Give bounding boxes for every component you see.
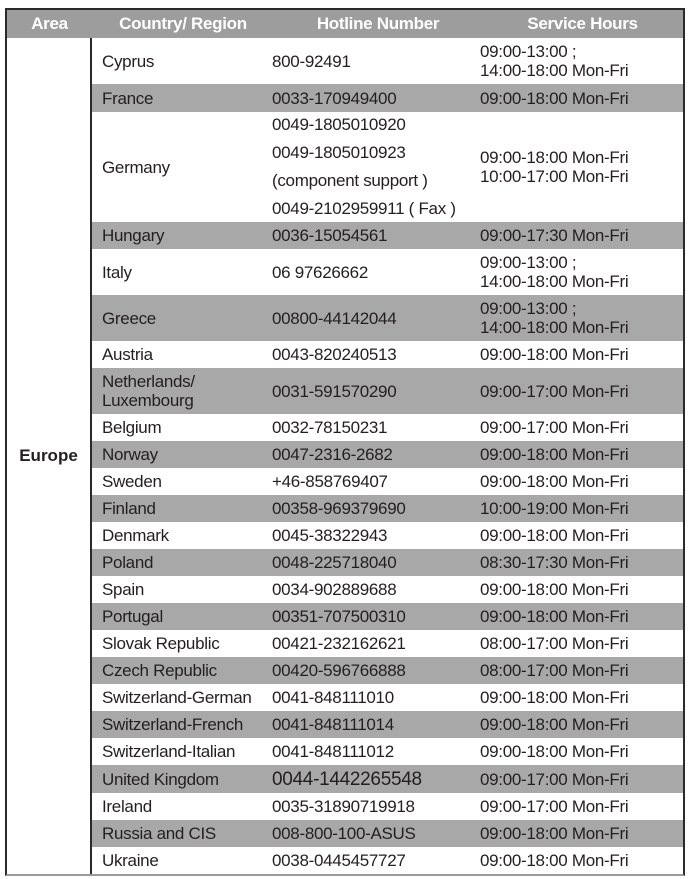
country-cell — [92, 688, 272, 707]
service-hours-cell — [480, 345, 683, 364]
country-text: France — [102, 88, 154, 108]
hotline-cell — [272, 770, 480, 789]
table-row — [92, 603, 683, 630]
service-hours-text: 08:30-17:30 Mon-Fri — [480, 553, 629, 572]
service-hours-text: 08:00-17:00 Mon-Fri — [480, 661, 629, 680]
service-hours-cell — [480, 445, 683, 464]
service-hours-text: 09:00-17:30 Mon-Fri — [480, 226, 629, 245]
service-hours-cell — [480, 226, 683, 245]
country-text: Spain — [102, 580, 144, 599]
country-cell — [92, 607, 272, 626]
table-row — [92, 711, 683, 738]
hotline-cell — [272, 580, 480, 599]
country-cell — [92, 445, 272, 464]
hotline-cell — [272, 742, 480, 761]
hotline-cell — [272, 499, 480, 518]
service-hours-cell — [480, 526, 683, 545]
table-row — [92, 112, 683, 222]
hotline-number: 0032-78150231 — [272, 418, 388, 437]
area-cell-europe: Europe — [7, 38, 92, 874]
hotline-number: 0033-170949400 — [272, 88, 397, 108]
service-hours-cell — [480, 89, 683, 108]
service-hours-cell — [480, 824, 683, 843]
country-text: Belgium — [102, 418, 162, 437]
country-text: Slovak Republic — [102, 634, 220, 653]
service-hours-text: 09:00-17:00 Mon-Fri — [480, 797, 629, 816]
country-text: Denmark — [102, 526, 169, 545]
table-body — [7, 38, 683, 874]
service-hours-text: 08:00-17:00 Mon-Fri — [480, 634, 629, 653]
table-row — [92, 222, 683, 249]
country-text: Poland — [102, 553, 154, 572]
country-cell — [92, 661, 272, 680]
country-cell — [92, 634, 272, 653]
service-hours-cell — [480, 851, 683, 870]
country-text: Luxembourg — [102, 391, 194, 410]
hotline-cell — [272, 52, 480, 71]
country-cell — [92, 580, 272, 599]
service-hours-text: 09:00-17:00 Mon-Fri — [480, 381, 629, 401]
country-text: Switzerland-German — [102, 688, 252, 707]
table-row — [92, 847, 683, 874]
hotline-cell — [272, 263, 480, 282]
country-text: Czech Republic — [102, 661, 217, 680]
service-hours-text: 09:00-17:00 Mon-Fri — [480, 769, 629, 789]
country-text: Netherlands/ — [102, 372, 195, 391]
hotline-cell — [272, 661, 480, 680]
table-row — [92, 38, 683, 84]
hotline-cell — [272, 309, 480, 328]
country-text: Norway — [102, 445, 158, 464]
country-text: Ukraine — [102, 851, 159, 870]
service-hours-text: 09:00-13:00 ; — [480, 253, 577, 272]
country-cell — [92, 553, 272, 572]
table-row — [92, 414, 683, 441]
hotline-cell — [272, 553, 480, 572]
country-cell — [92, 472, 272, 491]
hotline-number: 0038-0445457727 — [272, 851, 406, 870]
hotline-cell — [272, 445, 480, 464]
country-cell — [92, 52, 272, 71]
country-cell — [92, 499, 272, 518]
country-cell — [92, 742, 272, 761]
service-hours-text: 09:00-18:00 Mon-Fri — [480, 824, 629, 843]
country-cell — [92, 770, 272, 789]
country-text: Switzerland-French — [102, 715, 244, 734]
service-hours-text: 09:00-18:00 Mon-Fri — [480, 526, 629, 545]
hotline-cell — [272, 89, 480, 108]
country-text: Germany — [102, 157, 170, 177]
service-hours-text: 09:00-18:00 Mon-Fri — [480, 580, 629, 599]
country-cell — [92, 824, 272, 843]
table-row — [92, 468, 683, 495]
hotline-cell — [272, 418, 480, 437]
hotline-cell — [272, 226, 480, 245]
service-hours-text: 14:00-18:00 Mon-Fri — [480, 272, 629, 291]
hotline-cell — [272, 851, 480, 870]
country-text: Russia and CIS — [102, 824, 216, 843]
hotline-number: 0034-902889688 — [272, 580, 397, 599]
country-text: Hungary — [102, 226, 165, 245]
hotline-cell — [272, 345, 480, 364]
service-hours-cell — [480, 553, 683, 572]
hotline-cell — [272, 526, 480, 545]
table-row — [92, 549, 683, 576]
table-row — [92, 522, 683, 549]
service-hours-cell — [480, 742, 683, 761]
service-hours-text: 09:00-18:00 Mon-Fri — [480, 742, 629, 761]
country-text: Austria — [102, 345, 153, 364]
country-cell — [92, 263, 272, 282]
service-hours-text: 09:00-18:00 Mon-Fri — [480, 688, 629, 707]
service-hours-text: 09:00-17:00 Mon-Fri — [480, 418, 629, 437]
table-rows — [92, 38, 683, 874]
service-hours-cell — [480, 688, 683, 707]
hotline-number: 800-92491 — [272, 51, 351, 71]
header-hours: Service Hours — [527, 14, 638, 33]
country-cell — [92, 345, 272, 364]
country-text: Greece — [102, 308, 156, 328]
service-hours-text: 09:00-18:00 Mon-Fri — [480, 607, 629, 626]
country-cell — [92, 797, 272, 816]
country-text: Sweden — [102, 472, 162, 491]
service-hours-cell — [480, 382, 683, 401]
service-hours-text: 09:00-18:00 Mon-Fri — [480, 715, 629, 734]
hotline-cell — [272, 111, 480, 223]
country-text: United Kingdom — [102, 769, 219, 789]
service-hours-cell — [480, 580, 683, 599]
hotline-cell — [272, 797, 480, 816]
table-row — [92, 630, 683, 657]
table-header — [7, 10, 683, 38]
service-hours-text: 10:00-19:00 Mon-Fri — [480, 499, 629, 518]
hotline-number: +46-858769407 — [272, 472, 388, 491]
country-text: Finland — [102, 499, 156, 518]
hotline-number: 0041-848111014 — [272, 715, 394, 734]
table-row — [92, 495, 683, 522]
service-hours-cell — [480, 715, 683, 734]
country-text: Cyprus — [102, 51, 155, 71]
service-hours-cell — [480, 797, 683, 816]
hotline-cell — [272, 688, 480, 707]
hotline-table — [5, 8, 685, 876]
table-row — [92, 738, 683, 765]
table-row — [92, 341, 683, 368]
country-text: Switzerland-Italian — [102, 742, 236, 761]
service-hours-cell — [480, 661, 683, 680]
country-text: Portugal — [102, 607, 163, 626]
header-area: Area — [31, 14, 68, 33]
service-hours-cell — [480, 499, 683, 518]
table-row — [92, 576, 683, 603]
service-hours-text: 14:00-18:00 Mon-Fri — [480, 61, 629, 80]
hotline-number: 0047-2316-2682 — [272, 445, 393, 464]
service-hours-cell — [480, 148, 683, 186]
hotline-cell — [272, 382, 480, 401]
table-row — [92, 84, 683, 112]
hotline-number: 06 97626662 — [272, 262, 368, 282]
service-hours-cell — [480, 253, 683, 291]
hotline-number: 0048-225718040 — [272, 553, 397, 572]
hotline-number: 0041-848111010 — [272, 688, 394, 707]
country-cell — [92, 851, 272, 870]
hotline-number: (component support ) — [272, 171, 428, 190]
hotline-number: 008-800-100-ASUS — [272, 824, 416, 843]
country-text: Ireland — [102, 797, 152, 816]
table-row — [92, 657, 683, 684]
table-row — [92, 765, 683, 793]
service-hours-text: 09:00-18:00 Mon-Fri — [480, 472, 629, 491]
service-hours-cell — [480, 770, 683, 789]
service-hours-text: 09:00-18:00 Mon-Fri — [480, 345, 629, 364]
country-cell — [92, 89, 272, 108]
hotline-cell — [272, 634, 480, 653]
service-hours-cell — [480, 418, 683, 437]
header-country: Country/ Region — [119, 14, 247, 33]
service-hours-text: 09:00-18:00 Mon-Fri — [480, 851, 629, 870]
service-hours-cell — [480, 42, 683, 80]
service-hours-text: 09:00-13:00 ; — [480, 299, 577, 318]
hotline-number: 00351-707500310 — [272, 607, 406, 626]
table-row — [92, 684, 683, 711]
hotline-number: 00800-44142044 — [272, 308, 397, 328]
service-hours-cell — [480, 634, 683, 653]
hotline-number: 0043-820240513 — [272, 345, 397, 364]
service-hours-cell — [480, 472, 683, 491]
service-hours-text: 09:00-18:00 Mon-Fri — [480, 445, 629, 464]
hotline-number: 0049-1805010920 — [272, 115, 406, 134]
hotline-cell — [272, 715, 480, 734]
country-cell — [92, 309, 272, 328]
table-row — [92, 441, 683, 468]
country-cell — [92, 158, 272, 177]
hotline-number: 0044-1442265548 — [272, 768, 422, 790]
hotline-number: 0035-31890719918 — [272, 797, 415, 816]
service-hours-text: 10:00-17:00 Mon-Fri — [480, 167, 629, 186]
table-row — [92, 295, 683, 341]
country-cell — [92, 372, 272, 410]
header-hotline: Hotline Number — [316, 14, 440, 33]
hotline-number: 00358-969379690 — [272, 499, 406, 518]
country-cell — [92, 715, 272, 734]
hotline-number: 0049-1805010923 — [272, 143, 406, 162]
table-row — [92, 820, 683, 847]
country-cell — [92, 526, 272, 545]
service-hours-text: 09:00-13:00 ; — [480, 42, 577, 61]
country-text: Italy — [102, 262, 132, 282]
hotline-number: 00420-596766888 — [272, 661, 406, 680]
service-hours-cell — [480, 299, 683, 337]
hotline-number: 0041-848111012 — [272, 742, 394, 761]
service-hours-text: 14:00-18:00 Mon-Fri — [480, 318, 629, 337]
service-hours-cell — [480, 607, 683, 626]
table-row — [92, 249, 683, 295]
hotline-number: 0036-15054561 — [272, 226, 388, 245]
hotline-cell — [272, 472, 480, 491]
hotline-number: 00421-232162621 — [272, 634, 406, 653]
service-hours-text: 09:00-18:00 Mon-Fri — [480, 88, 629, 108]
country-cell — [92, 226, 272, 245]
hotline-number: 0031-591570290 — [272, 381, 397, 401]
hotline-number: 0049-2102959911 ( Fax ) — [272, 199, 456, 218]
service-hours-text: 09:00-18:00 Mon-Fri — [480, 148, 629, 167]
table-row — [92, 793, 683, 820]
table-row — [92, 368, 683, 414]
hotline-number: 0045-38322943 — [272, 526, 388, 545]
country-cell — [92, 418, 272, 437]
hotline-cell — [272, 824, 480, 843]
hotline-cell — [272, 607, 480, 626]
